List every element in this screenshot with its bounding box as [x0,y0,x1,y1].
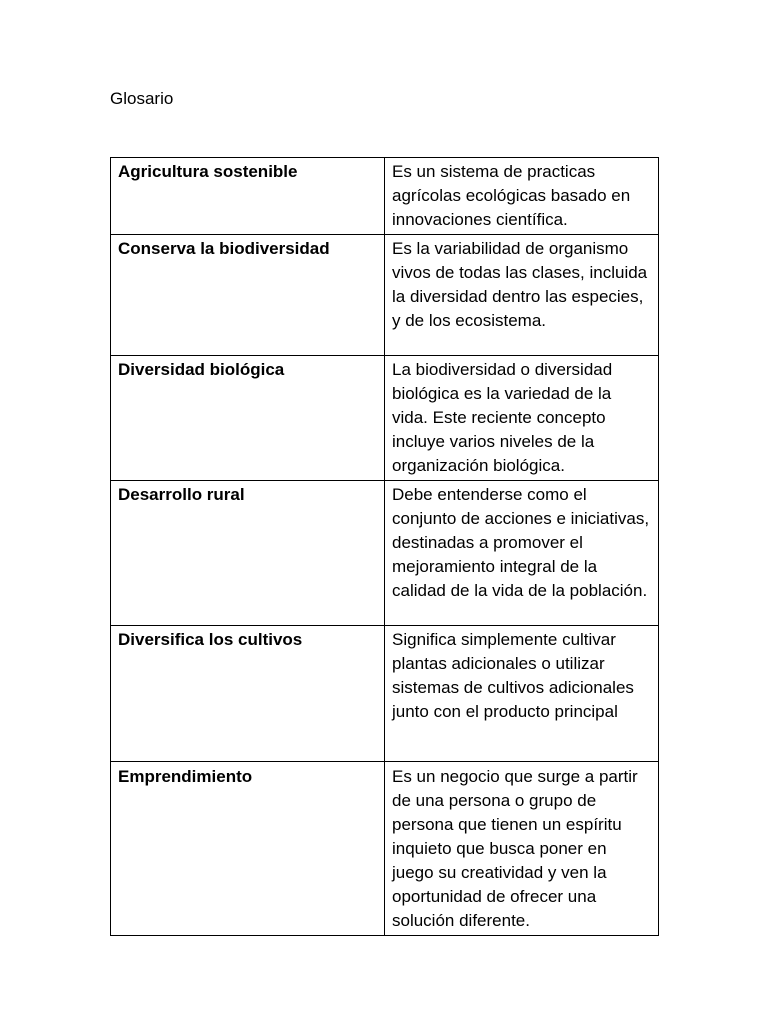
table-row [111,762,659,936]
glossary-definition: Es la variabilidad de organismo vivos de todas las clases, incluida la diversidad dentro las especies, y de los ecosistema. [385,235,659,356]
table-row [111,235,659,356]
glossary-table [110,157,659,936]
glossary-definition: Es un negocio que surge a partir de una persona o grupo de persona que tienen un espíritu inquieto que busca poner en juego su creatividad y ven la oportunidad de ofrecer una solución diferente. [385,762,659,936]
table-row [111,158,659,235]
page-title: Glosario [110,89,174,108]
glossary-definition: Debe entenderse como el conjunto de acciones e iniciativas, destinadas a promover el mejoramiento integral de la calidad de la vida de la población. [385,481,659,626]
glossary-definition: La biodiversidad o diversidad biológica es la variedad de la vida. Este reciente concepto incluye varios niveles de la organización biológica. [385,356,659,481]
glossary-term: Agricultura sostenible [111,158,385,235]
table-row [111,481,659,626]
glossary-term: Desarrollo rural [111,481,385,626]
table-row [111,626,659,762]
glossary-definition: Significa simplemente cultivar plantas adicionales o utilizar sistemas de cultivos adicionales junto con el producto principal [385,626,659,762]
glossary-term: Diversifica los cultivos [111,626,385,762]
glossary-term: Emprendimiento [111,762,385,936]
glossary-definition: Es un sistema de practicas agrícolas ecológicas basado en innovaciones científica. [385,158,659,235]
table-row [111,356,659,481]
glossary-term: Diversidad biológica [111,356,385,481]
glossary-term: Conserva la biodiversidad [111,235,385,356]
